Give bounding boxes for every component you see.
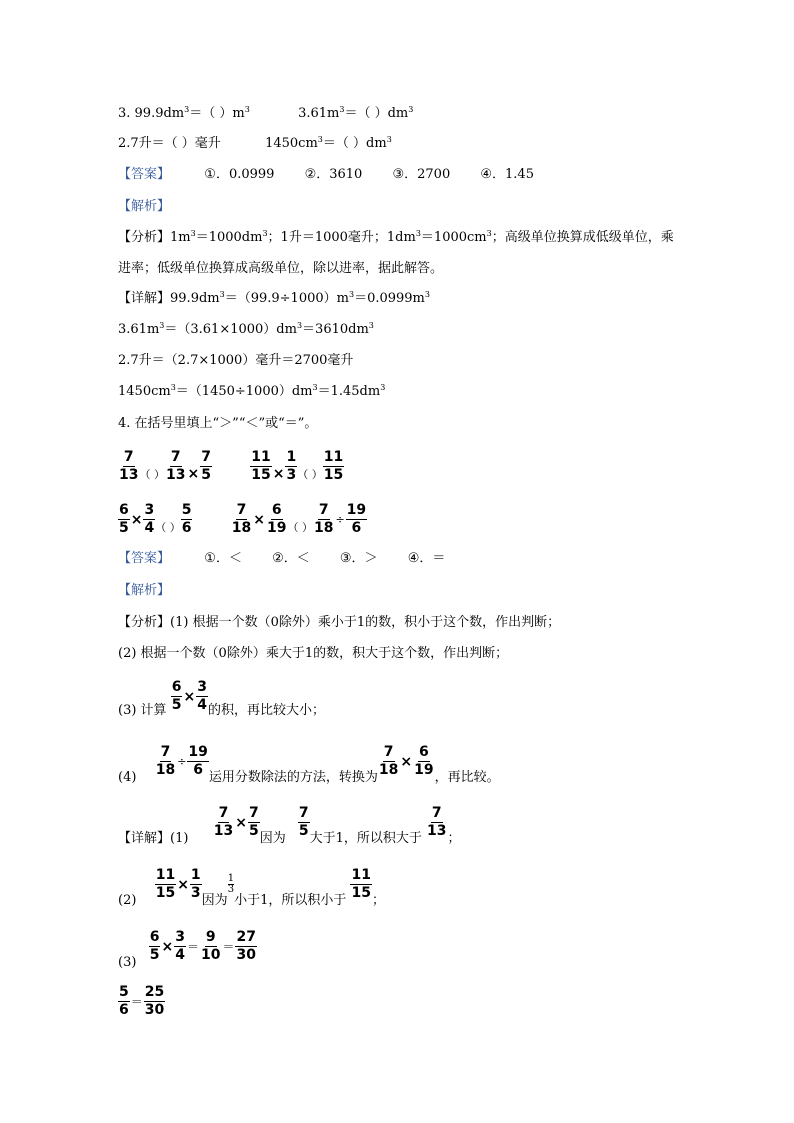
fraction: $\frac{7}{13}$: [427, 805, 447, 839]
fraction: $\frac{7}{13}$: [165, 449, 186, 483]
fraction: $\frac{7}{5}$: [248, 805, 259, 839]
fenxi-tag: 【分析】: [118, 230, 171, 245]
q4-detail-1: 【详解】(1) $\frac{7}{13}$ × $\frac{7}{5}$ 因为 $\frac{7}{5}$ 大于1，所以积大于 $\frac{7}{13}$ ；: [118, 805, 461, 846]
q3-item4-text: 1450cm: [265, 136, 318, 151]
answer-1: ①．＜: [204, 551, 242, 566]
q3-answer-line: [118, 166, 534, 184]
answer-3: ③．2700: [392, 167, 451, 182]
q3-line2: 2.7升＝（ ）毫升 $1450cm^3=$（ ）$dm^3$: [118, 135, 392, 151]
fraction: $\frac{7}{5}$: [201, 449, 211, 483]
fraction: $\frac{9}{10}$: [200, 929, 221, 963]
fraction-small: $\frac{1}{3}$: [227, 873, 235, 895]
fraction: $\frac{25}{30}$: [144, 984, 165, 1018]
fraction: $\frac{7}{18}$: [231, 502, 252, 536]
fraction: $\frac{7}{13}$: [213, 805, 234, 839]
fraction: $\frac{11}{15}$: [155, 867, 176, 901]
answer-4: ④．1.45: [480, 167, 534, 182]
analysis-tag: 【解析】: [118, 199, 171, 214]
fraction: $\frac{11}{15}$: [251, 449, 271, 483]
fraction: $\frac{7}{5}$: [298, 805, 309, 839]
fraction: $\frac{5}{6}$: [181, 502, 192, 536]
fraction: $\frac{7}{13}$: [119, 449, 139, 483]
fraction: $\frac{3}{4}$: [197, 679, 207, 713]
q3-line1: 3. $99.9dm^3=$（ ）$m^3$ $3.61m^3=$（ ）$dm^3$: [118, 105, 414, 121]
fraction: $\frac{6}{5}$: [149, 929, 160, 963]
q4-title: 4. 在括号里填上“＞”“＜”或“＝”。: [118, 416, 318, 431]
q3-detail-1: 【详解】$99.9dm^3=(99.9\div 1000)m^3=0.0999m^3$: [118, 290, 430, 306]
fraction: $\frac{1}{3}$: [286, 449, 297, 483]
answer-tag: 【答案】: [118, 551, 171, 566]
answer-tag: 【答案】: [118, 167, 171, 182]
fraction: $\frac{6}{19}$: [414, 744, 434, 778]
fraction: $\frac{11}{15}$: [351, 867, 371, 901]
q4-answer-line: [118, 550, 445, 568]
fraction: $\frac{3}{4}$: [175, 929, 185, 963]
q3-item1-text: 3. 99.9dm: [118, 106, 185, 121]
blank-2: （ ）: [297, 467, 323, 481]
q3-item3-text: 2.7升＝（ ）毫升: [118, 136, 221, 151]
fraction: $\frac{7}{18}$: [313, 502, 334, 536]
answer-2: ②．＜: [272, 551, 310, 566]
q4-detail-2: (2) $\frac{11}{15}$ × $\frac{1}{3}$ 因为 $\frac{1}{3}$ 小于1，所以积小于 $\frac{11}{15}$ ；: [118, 867, 385, 908]
q4-row1: $\frac{7}{13}$ $_{( )}$ $\frac{7}{13}$ × $\frac{7}{5}$ $\frac{11}{15}$ × $\frac{1}{3}$ $_{( )}$ $\frac{11}{15}$: [119, 449, 344, 483]
analysis-tag: 【解析】: [118, 583, 171, 598]
answer-3: ③．＞: [339, 551, 378, 566]
fraction: $\frac{6}{19}$: [266, 502, 287, 536]
fraction: $\frac{11}{15}$: [323, 449, 344, 483]
fenxi-tag: 【分析】: [118, 615, 171, 630]
fraction: $\frac{19}{6}$: [346, 502, 367, 536]
fraction: $\frac{6}{5}$: [119, 502, 129, 536]
q4-fenxi-4: (4) $\frac{7}{18}$ ÷ $\frac{19}{6}$ 运用分数除法的方法，转换为 $\frac{7}{18}$ × $\frac{6}{19}$ ，再比较。: [118, 744, 500, 785]
fraction: $\frac{6}{5}$: [171, 679, 182, 713]
xiangjie-tag: 【详解】: [118, 831, 171, 846]
q3-detail-3: 2.7升＝（2.7×1000）毫升＝2700毫升: [118, 353, 354, 368]
answer-1: ①．0.0999: [204, 167, 275, 182]
xiangjie-tag: 【详解】: [118, 291, 171, 306]
q4-fenxi-1: 【分析】(1) 根据一个数（0除外）乘小于1的数，积小于这个数，作出判断；: [118, 615, 561, 630]
blank-4: （ ）: [287, 520, 313, 534]
q3-item2-text: 3.61m: [298, 106, 340, 121]
fraction: $\frac{1}{3}$: [190, 867, 201, 901]
q3-detail-2: $3.61m^3=(3.61\times 1000)dm^3=3610dm^3$: [118, 321, 374, 337]
q4-row2: $\frac{6}{5}$ × $\frac{3}{4}$ $_{( )}$ $\frac{5}{6}$ $\frac{7}{18}$ × $\frac{6}{19}$ $_{( )}$ $\frac{7}{18}$ ÷ $\frac{19}{6}$: [119, 502, 367, 536]
blank-3: （ ）: [155, 520, 181, 534]
q4-fenxi-3: (3) 计算 $\frac{6}{5}$ × $\frac{3}{4}$ 的积，再比较大小；: [118, 679, 325, 718]
answer-2: ②．3610: [304, 167, 363, 182]
fraction: $\frac{19}{6}$: [188, 744, 208, 778]
q3-fenxi-line2: 进率；低级单位换算成高级单位，除以进率，据此解答。: [118, 261, 444, 276]
q4-fenxi-2: (2) 根据一个数（0除外）乘大于1的数，积大于这个数，作出判断；: [118, 646, 509, 661]
fraction: $\frac{7}{18}$: [378, 744, 399, 778]
fraction: $\frac{7}{18}$: [155, 744, 176, 778]
fraction: $\frac{27}{30}$: [236, 929, 256, 963]
blank-1: （ ）: [139, 467, 165, 481]
q4-detail-3: (3) $\frac{6}{5}$ × $\frac{3}{4}$ ＝ $\frac{9}{10}$ ＝ $\frac{27}{30}$: [118, 929, 256, 970]
q4-detail-4: $\frac{5}{6}$ ＝ $\frac{25}{30}$: [119, 984, 165, 1018]
q3-detail-4: $1450cm^3=(1450\div 1000)dm^3=1.45dm^3$: [118, 383, 386, 399]
answer-4: ④．＝: [407, 551, 446, 566]
fraction: $\frac{5}{6}$: [119, 984, 129, 1018]
q3-fenxi-line1: 【分析】$1m^3=1000dm^3$；1升＝1000毫升；$1dm^3=1000cm^3$；高级单位换算成低级单位，乘: [118, 229, 674, 245]
fraction: $\frac{3}{4}$: [144, 502, 155, 536]
